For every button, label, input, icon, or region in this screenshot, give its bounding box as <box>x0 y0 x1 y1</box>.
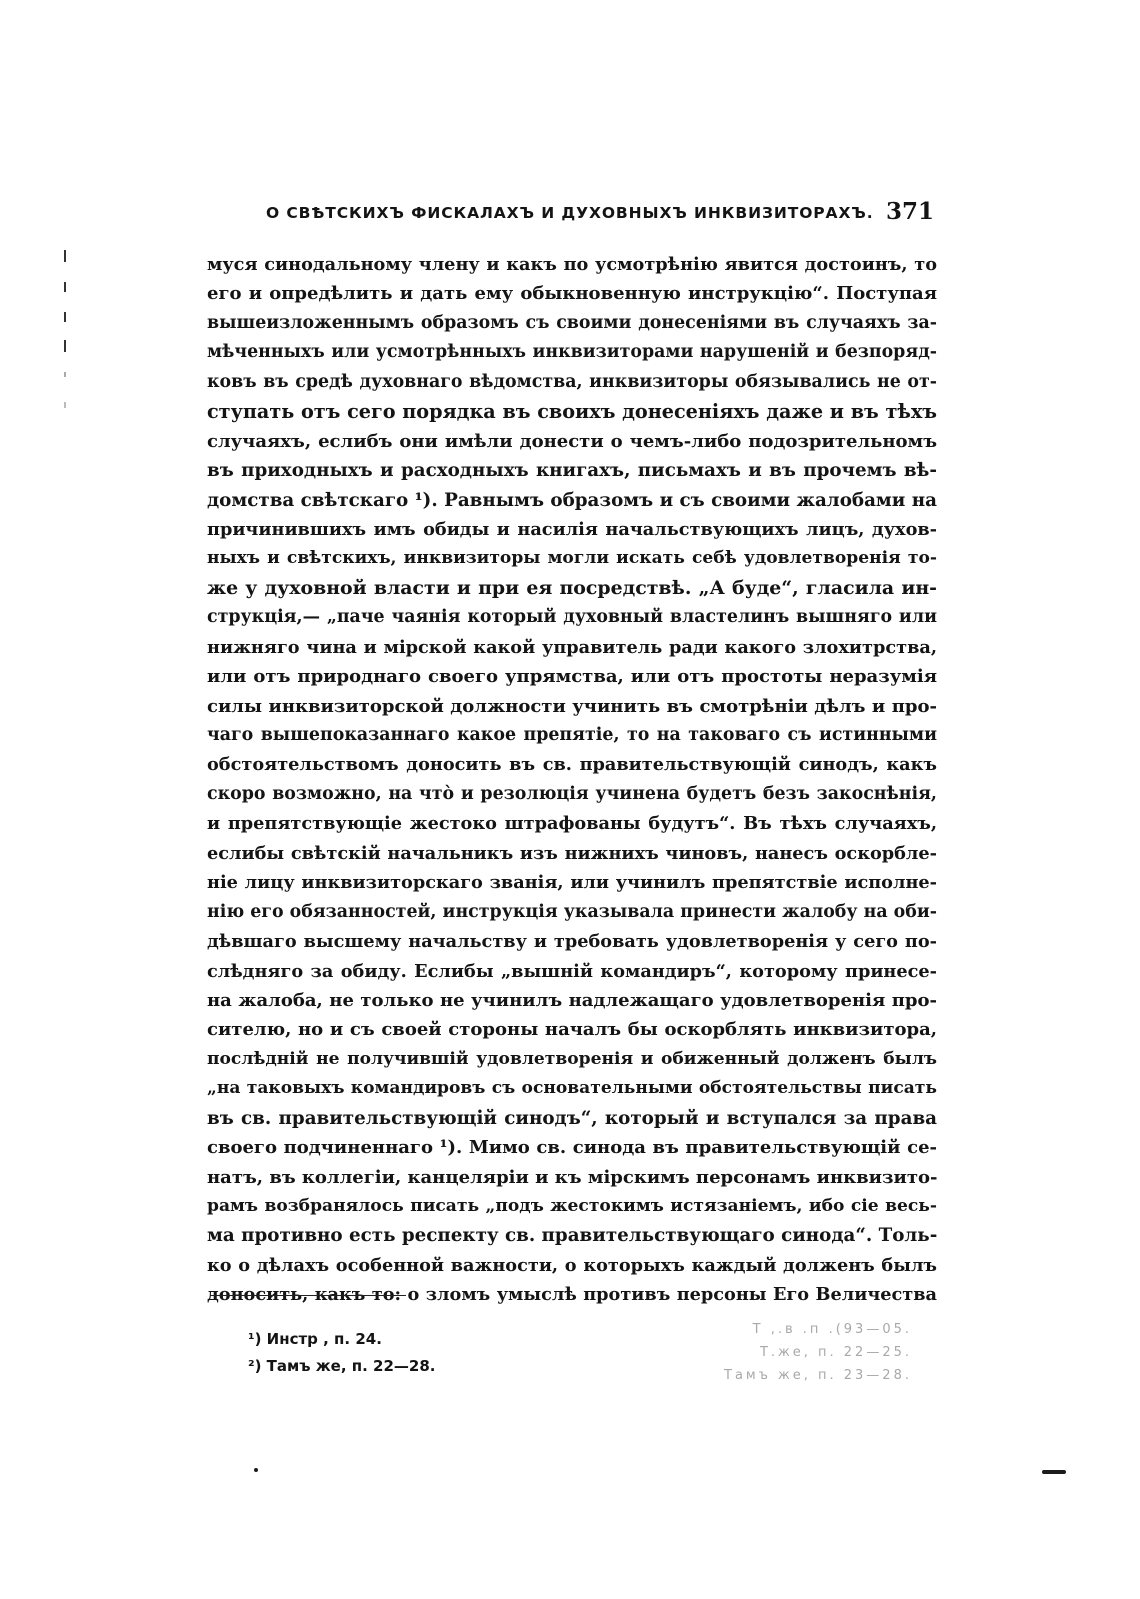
text-line: ма противно есть респекту св. правительствующаго синода“. Толь- <box>207 1225 937 1247</box>
margin-mark <box>64 340 66 352</box>
text-line: нію его обязанностей, инструкція указывала принести жалобу на оби- <box>207 901 937 922</box>
text-line: и препятствующіе жестоко штрафованы будутъ“. Въ тѣхъ случаяхъ, <box>207 813 937 835</box>
text-line: своего подчиненнаго ¹). Мимо св. синода въ правительствующій се- <box>207 1137 937 1159</box>
bleed-through-text <box>672 1318 912 1387</box>
text-line: ко о дѣлахъ особенной важности, о которыхъ каждый долженъ былъ <box>207 1254 937 1276</box>
text-line: дѣвшаго высшему начальству и требовать удовлетворенія у сего по- <box>207 931 937 953</box>
text-line: вышеизложеннымъ образомъ съ своими донесеніями въ случаяхъ за- <box>207 312 937 333</box>
text-line: „на таковыхъ командировъ съ основательными обстоятельствы писать <box>207 1078 937 1099</box>
footnotes <box>248 1326 436 1380</box>
text-line: въ приходныхъ и расходныхъ книгахъ, письмахъ и въ прочемъ вѣ- <box>207 460 937 482</box>
running-head <box>266 198 934 228</box>
margin-mark <box>64 312 66 322</box>
text-line: слѣдняго за обиду. Еслибы „вышній командиръ“, которому принесе- <box>207 960 937 982</box>
text-line: нижняго чина и мірской какой управитель ради какого злохитрства, <box>207 636 937 658</box>
text-line: еслибы свѣтскій начальникъ изъ нижнихъ чиновъ, нанесъ оскорбле- <box>207 842 937 864</box>
margin-mark <box>64 282 66 292</box>
text-line: же у духовной власти и при ея посредствѣ. „А буде“, гласила ин- <box>207 576 937 599</box>
text-line: струкція,— „паче чаянія который духовный властелинъ вышняго или <box>207 607 937 628</box>
text-line: натъ, въ коллегіи, канцеляріи и къ мірскимъ персонамъ инквизито- <box>207 1166 937 1188</box>
text-line: домства свѣтскаго ¹). Равнымъ образомъ и съ своими жалобами на <box>207 489 937 511</box>
text-line: чаго вышепоказаннаго какое препятіе, то на таковаго съ истинными <box>207 725 937 745</box>
text-line: ковъ въ средѣ духовнаго вѣдомства, инквизиторы обязывались не от- <box>207 371 937 392</box>
text-line: скоро возможно, на что̀ и резолюція учинена будетъ безъ закоснѣнія, <box>207 783 937 804</box>
text-line: на жалоба, не только не учинилъ надлежащаго удовлетворенія про- <box>207 989 937 1011</box>
text-line: случаяхъ, еслибъ они имѣли донести о чемъ-либо подозрительномъ <box>207 430 937 452</box>
margin-mark <box>64 250 66 262</box>
ink-smudge <box>1042 1470 1066 1474</box>
text-line: его и опредѣлить и дать ему обыкновенную инструкцію“. Поступая <box>207 283 937 305</box>
text-line: или отъ природнаго своего упрямства, или отъ простоты неразумія <box>207 666 937 688</box>
bleed-line: Т.же, п. 22—25. <box>759 1345 912 1360</box>
text-line: послѣдній не получившій удовлетворенія и обиженный долженъ былъ <box>207 1048 937 1069</box>
body-text <box>207 250 937 1310</box>
margin-mark <box>64 402 66 408</box>
ink-speck <box>254 1468 258 1472</box>
text-line: обстоятельствомъ доносить въ св. правительствующій синодъ, какъ <box>207 754 937 776</box>
margin-mark <box>64 372 66 377</box>
running-title: О СВѢТСКИХЪ ФИСКАЛАХЪ И ДУХОВНЫХЪ ИНКВИЗИТОРАХЪ. <box>266 204 874 222</box>
text-line: доносить, какъ то: о зломъ умыслѣ противъ персоны Его Величества <box>207 1284 937 1306</box>
text-line: ныхъ и свѣтскихъ, инквизиторы могли искать себѣ удовлетворенія то- <box>207 548 937 569</box>
footnote: ¹) Инстр , п. 24. <box>248 1330 382 1348</box>
text-line: ніе лицу инквизиторскаго званія, или учинилъ препятствіе исполне- <box>207 872 937 894</box>
bleed-line: Т ,.в .п .(93—05. <box>752 1322 912 1337</box>
text-line: муся синодальному члену и какъ по усмотрѣнію явится достоинъ, то <box>207 254 937 275</box>
text-line: ступать отъ сего порядка въ своихъ донесеніяхъ даже и въ тѣхъ <box>207 400 937 424</box>
footnote: ²) Тамъ же, п. 22—28. <box>248 1357 436 1375</box>
text-line: въ св. правительствующій синодъ“, который и вступался за права <box>207 1107 937 1129</box>
text-line: рамъ возбранялось писать „подъ жестокимъ истязаніемъ, ибо сіе весь- <box>207 1196 937 1216</box>
page-number: 371 <box>885 198 934 225</box>
text-line: сителю, но и съ своей стороны началъ бы оскорблять инквизитора, <box>207 1019 937 1041</box>
footnote-rule <box>210 1295 406 1296</box>
text-line: мѣченныхъ или усмотрѣнныхъ инквизиторами нарушеній и безпоряд- <box>207 342 937 363</box>
text-line: силы инквизиторской должности учинить въ смотрѣніи дѣлъ и про- <box>207 695 937 717</box>
text-line: причинившихъ имъ обиды и насилія начальствующихъ лицъ, духов- <box>207 518 937 540</box>
bleed-line: Тамъ же, п. 23—28. <box>724 1368 912 1383</box>
